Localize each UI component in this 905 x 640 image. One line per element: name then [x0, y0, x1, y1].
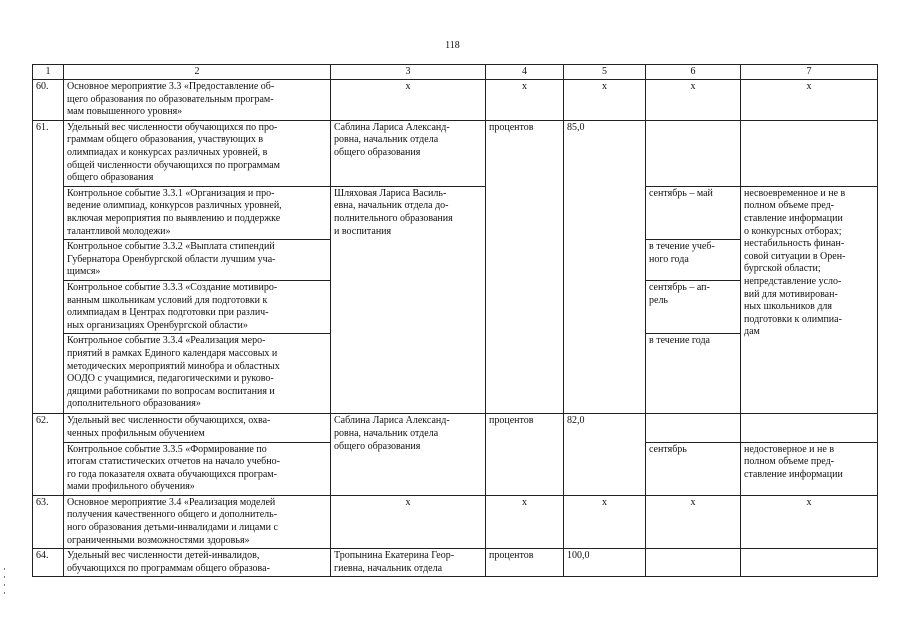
responsible-cell: х — [331, 80, 486, 121]
term-cell — [646, 549, 741, 577]
row-number: 64. — [33, 549, 64, 577]
header-col-3: 3 — [331, 65, 486, 80]
term-cell: х — [646, 80, 741, 121]
table-row-63 — [33, 495, 878, 548]
event-text: Контрольное событие 3.3.4 «Реализация меро- приятий в рамках Единого календаря массовых и методических мероприятий минобра и областных ООДО с учащимися, педагогическими и руково- дящими работниками по вопросам воспитания и дополнительного образования» — [67, 335, 280, 410]
table-row-60 — [33, 80, 878, 121]
responsible-text: Саблина Лариса Александ- ровна, начальник отдела общего образования — [334, 415, 450, 452]
scan-mark — [4, 592, 5, 594]
value-cell: 85,0 — [564, 120, 646, 414]
event-description — [64, 280, 331, 333]
measures-table — [32, 64, 878, 577]
risk-cell: х — [741, 495, 878, 548]
measure-text: Основное мероприятие 3.4 «Реализация моделей получения качественного общего и дополнитель- ного образования детьми-инвалидами и лицами с ограниченными возможностями здоровья» — [67, 496, 278, 546]
events-responsible-cell — [331, 186, 486, 414]
risk-text: недостоверное и не в полном объеме пред- ставление информации — [744, 443, 843, 480]
event-text: Контрольное событие 3.3.2 «Выплата стипендий Губернатора Оренбургской области лучшим уча- щимся» — [67, 241, 276, 278]
responsible-text: Шляховая Лариса Василь- евна, начальник отдела до- полнительного образования и воспитания — [334, 187, 453, 237]
header-col-1: 1 — [33, 65, 64, 80]
unit-cell: процентов — [486, 549, 564, 577]
scan-mark — [4, 576, 5, 578]
indicator-text: Удельный вес численности обучающихся, охва- ченных профильным обучением — [67, 415, 271, 439]
term-text: сентябрь – май — [649, 187, 713, 199]
term-text: в течение учеб- ного года — [649, 241, 715, 265]
event-description — [64, 186, 331, 239]
term-cell — [646, 280, 741, 333]
responsible-cell — [331, 120, 486, 186]
value-cell: х — [564, 80, 646, 121]
header-col-7: 7 — [741, 65, 878, 80]
event-description — [64, 442, 331, 495]
term-cell — [646, 120, 741, 186]
event-description — [64, 334, 331, 414]
value-cell: 82,0 — [564, 414, 646, 496]
term-text: в течение года — [649, 335, 710, 347]
measure-description — [64, 80, 331, 121]
row-number: 60. — [33, 80, 64, 121]
scan-artifact-marks — [3, 565, 7, 615]
indicator-text: Удельный вес численности детей-инвалидов, обучающихся по программам общего образова- — [67, 550, 270, 574]
responsible-text: Тропынина Екатерина Геор- гиевна, начальник отдела — [334, 550, 455, 574]
table-row-64 — [33, 549, 878, 577]
term-cell — [646, 186, 741, 239]
header-row — [33, 65, 878, 80]
risk-text: несвоевременное и не в полном объеме пред- ставление информации о конкурсных отборах; нестабильность финан- совой ситуации в Орен- бургской области; непредставление усло- вий для мотивирован- ных школьников для подготовки к олимпиа- дам — [744, 187, 846, 338]
value-cell: х — [564, 495, 646, 548]
responsible-text: Саблина Лариса Александ- ровна, начальник отдела общего образования — [334, 121, 450, 158]
unit-cell: х — [486, 80, 564, 121]
value-cell: 100,0 — [564, 549, 646, 577]
table-row-62 — [33, 414, 878, 442]
risk-cell — [741, 414, 878, 442]
header-col-6: 6 — [646, 65, 741, 80]
term-text: сентябрь — [649, 443, 687, 455]
indicator-description — [64, 120, 331, 186]
indicator-text: Удельный вес численности обучающихся по про- граммам общего образования, участвующих в олимпиадах и конкурсах различных уровней, в общей численности обучающихся по программам общего образования — [67, 121, 280, 184]
term-cell — [646, 240, 741, 281]
row-number: 63. — [33, 495, 64, 548]
risk-cell — [741, 549, 878, 577]
term-cell — [646, 414, 741, 442]
row-number: 61. — [33, 120, 64, 414]
event-text: Контрольное событие 3.3.1 «Организация и про- ведение олимпиад, конкурсов различных уровней, включая мероприятия по выявлению и поддержке талантливой молодежи» — [67, 187, 282, 237]
measure-text: Основное мероприятие 3.3 «Предоставление об- щего образования по образовательным програм- мам повышенного уровня» — [67, 81, 275, 118]
term-text: сентябрь – ап- рель — [649, 281, 710, 306]
events-risk-cell — [741, 186, 878, 414]
indicator-description — [64, 414, 331, 442]
event-description — [64, 240, 331, 281]
measure-description — [64, 495, 331, 548]
table-row-61 — [33, 120, 878, 186]
row-number: 62. — [33, 414, 64, 496]
term-cell — [646, 442, 741, 495]
header-col-2: 2 — [64, 65, 331, 80]
scan-mark — [4, 568, 5, 570]
unit-cell: х — [486, 495, 564, 548]
unit-cell: процентов — [486, 120, 564, 414]
risk-cell: х — [741, 80, 878, 121]
event-text: Контрольное событие 3.3.3 «Создание мотивиро- ванным школьникам условий для подготовки к олимпиадам в Центрах подготовки при различ- ных организациях Оренбургской области» — [67, 281, 278, 331]
indicator-description — [64, 549, 331, 577]
responsible-cell — [331, 414, 486, 496]
responsible-cell — [331, 549, 486, 577]
risk-cell — [741, 120, 878, 186]
responsible-cell: х — [331, 495, 486, 548]
unit-cell: процентов — [486, 414, 564, 496]
term-cell: х — [646, 495, 741, 548]
header-col-5: 5 — [564, 65, 646, 80]
term-cell — [646, 334, 741, 414]
header-col-4: 4 — [486, 65, 564, 80]
page-number: 118 — [445, 40, 460, 51]
event-text: Контрольное событие 3.3.5 «Формирование по итогам статистических отчетов на начало учебно- го года показателя охвата обучающихся програм- мами профильного обучения» — [67, 443, 280, 493]
scan-mark — [4, 584, 5, 586]
risk-cell — [741, 442, 878, 495]
table-row-event-3-3-1 — [33, 186, 878, 239]
